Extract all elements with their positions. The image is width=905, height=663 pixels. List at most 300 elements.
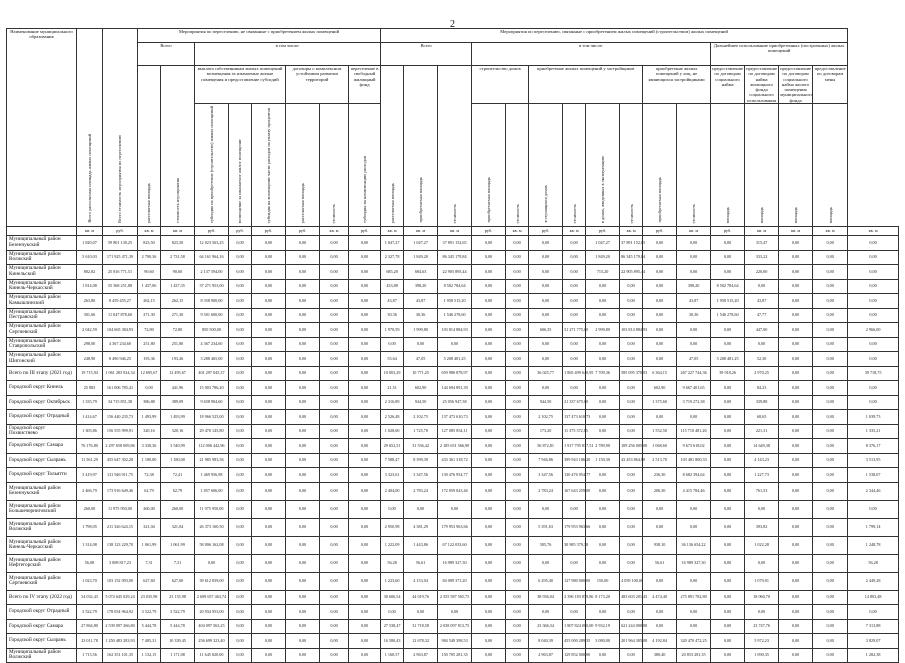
value-cell: 0,00 [506,482,529,500]
value-cell: 0,00 [349,482,381,500]
value-cell: 5 208 481,25 [438,352,472,367]
value-cell: 0,00 [252,648,286,663]
value-cell: 389,09 [161,395,195,410]
table-row [7,536,899,554]
value-cell: 0,00 [472,518,506,536]
value-cell: 0,00 [252,279,286,294]
value-cell: 9 932,19 [586,619,620,634]
value-cell: 1 820,07 [77,236,103,251]
value-cell: 1 849,20 [586,250,620,265]
value-cell: 0,00 [472,381,506,396]
value-cell: 0,00 [320,648,349,663]
value-cell: 0,00 [252,605,286,620]
value-cell: 30,36 [404,308,438,323]
municipality-name: Муниципальный район Волжский [7,648,77,663]
rot-oth-area: приобретаемая площадь [643,103,677,226]
value-cell: 0,00 [620,605,643,620]
value-cell: 0,00 [813,410,848,425]
value-cell: 0,00 [229,439,252,454]
value-cell: 86 345 179,84 [620,250,643,265]
value-cell: 56,08 [77,554,103,572]
table-row [7,279,899,294]
value-cell: 455 000 289,35 [563,634,586,649]
value-cell: 0,00 [472,250,506,265]
value-cell: 193,36 [138,352,161,367]
value-cell: 36 025,77 [529,366,563,381]
value-cell: 0,00 [349,500,381,518]
table-row [7,648,899,663]
value-cell: 0,00 [286,439,320,454]
value-cell: 68,65 [745,410,779,425]
value-cell: 0,00 [229,294,252,309]
value-cell: 0,00 [252,634,286,649]
value-cell: 144 694 891,39 [438,381,472,396]
value-cell: 7,31 [161,554,195,572]
value-cell: 0,00 [506,279,529,294]
value-cell: 2 539 097 266,80 [103,619,138,634]
value-cell: 0,00 [586,279,620,294]
value-cell: 0,00 [320,554,349,572]
value-cell: 0,00 [848,294,899,309]
value-cell: 59 801 130,25 [103,236,138,251]
value-cell: 0,00 [506,250,529,265]
value-cell: 0,00 [349,634,381,649]
value-cell: 0,00 [506,381,529,396]
value-cell: 3 719 272,38 [677,395,711,410]
value-cell: 0,00 [779,619,813,634]
rot-sub-6: субсидия на компенсацию расходов [349,103,381,226]
value-cell: 7 405,31 [138,634,161,649]
value-cell: 0,00 [677,323,711,338]
value-cell: 0,00 [472,572,506,590]
value-cell: 0,00 [472,648,506,663]
header-provided-maneuver: предоставление по договорам найма жилищного фонда социального использования [746,66,778,103]
value-cell: 0,00 [813,536,848,554]
units-cell: руб. [349,227,381,236]
value-cell: 172 059 043,46 [438,482,472,500]
value-cell: 0,00 [620,337,643,352]
value-cell: 0,00 [586,410,620,425]
value-cell: 0,00 [252,518,286,536]
value-cell: 10 339,45 [161,634,195,649]
value-cell: 0,00 [286,395,320,410]
value-cell: 0,00 [620,648,643,663]
value-cell: 0,00 [813,648,848,663]
value-cell: 1 061,99 [138,536,161,554]
value-cell: 441,96 [161,381,195,396]
value-cell: 0,00 [320,294,349,309]
value-cell: 0,00 [404,605,438,620]
value-cell: 56 872,81 [529,439,563,454]
value-cell: 0,00 [677,236,711,251]
value-cell: 0,00 [472,554,506,572]
value-cell: 0,00 [320,395,349,410]
value-cell: 0,00 [813,482,848,500]
value-cell: 339,88 [745,395,779,410]
value-cell: 0,00 [252,381,286,396]
value-cell: 1 022,28 [745,536,779,554]
value-cell: 0,00 [349,381,381,396]
table-row [7,381,899,396]
value-cell: 29 652,51 [381,439,404,454]
value-cell: 1 437,35 [161,279,195,294]
resettlement-table [6,28,899,663]
value-cell: 173,20 [529,424,563,439]
value-cell: 260,00 [138,500,161,518]
value-cell: 37 891 152,65 [438,236,472,251]
value-cell: 0,00 [320,410,349,425]
value-cell: 1 538,07 [848,468,899,483]
value-cell: 320 470 472,25 [677,634,711,649]
value-cell: 267 227 744,36 [677,366,711,381]
value-cell: 54 032,43 [77,590,103,605]
value-cell: 0,00 [848,605,899,620]
value-cell: 0,00 [472,352,506,367]
value-cell: 0,00 [229,482,252,500]
rot-sub-5: стоимость [320,103,349,226]
value-cell: 621 244 000,00 [620,619,643,634]
value-cell: 0,00 [779,337,813,352]
value-cell: 2 344,46 [848,482,899,500]
value-cell: 150,00 [586,572,620,590]
value-cell: 0,00 [229,366,252,381]
value-cell: 1 180,00 [161,453,195,468]
value-cell: 2 297 658 009,86 [103,439,138,454]
value-cell: 39 918,26 [711,366,745,381]
value-cell: 0,00 [813,590,848,605]
units-cell: руб. [286,227,320,236]
value-cell: 8 173,20 [586,590,620,605]
value-cell: 2 789,90 [586,439,620,454]
value-cell: 206,30 [643,482,677,500]
value-cell: 0,00 [286,634,320,649]
value-cell: 1 061 283 924,34 [103,366,138,381]
value-cell: 0,00 [252,572,286,590]
value-cell: 5 208 481,25 [711,352,745,367]
table-row [7,236,899,251]
header-construction: строительство домов [472,66,529,104]
value-cell: 0,00 [813,236,848,251]
value-cell: 0,00 [711,648,745,663]
value-cell: 0,00 [848,308,899,323]
value-cell: 130 476 954,77 [438,468,472,483]
value-cell: 0,00 [252,236,286,251]
value-cell: 333,22 [745,250,779,265]
value-cell: 0,00 [472,294,506,309]
value-cell: 31 536,42 [404,439,438,454]
value-cell: 0,00 [506,619,529,634]
value-cell: 602,90 [643,381,677,396]
value-cell: 104 665 384,93 [103,323,138,338]
value-cell: 0,00 [252,294,286,309]
value-cell: 1 335,79 [77,395,103,410]
value-cell: 0,00 [286,453,320,468]
value-cell: 715,20 [586,265,620,280]
municipality-name: Муниципальный район Волжский [7,250,77,265]
value-cell: 0,00 [677,518,711,536]
value-cell: 0,00 [252,366,286,381]
value-cell: 0,00 [779,634,813,649]
value-cell: 1 248,78 [848,536,899,554]
value-cell: 0,00 [349,518,381,536]
value-cell: 7 709,36 [586,366,620,381]
table-row [7,352,899,367]
value-cell: 398,20 [677,279,711,294]
table-row [7,424,899,439]
value-cell: 0,00 [286,424,320,439]
value-cell: 16 989 327,30 [677,554,711,572]
value-cell: 0,00 [779,236,813,251]
value-cell: 3 347,56 [404,468,438,483]
value-cell: 12 495,67 [161,366,195,381]
value-cell: 0,00 [349,554,381,572]
units-cell: руб. [252,227,286,236]
value-cell: 659 986 878,97 [438,366,472,381]
value-cell: 0,00 [506,468,529,483]
value-cell: 0,00 [229,453,252,468]
municipality-name: Муниципальный район Кинель-Черкасский [7,536,77,554]
value-cell: 211 326 624,15 [103,518,138,536]
value-cell: 137 473 610,73 [438,410,472,425]
value-cell: 103 814 884,93 [620,323,643,338]
value-cell: 0,00 [711,381,745,396]
value-cell: 0,00 [472,619,506,634]
value-cell: 16 580,43 [381,634,404,649]
units-cell: кв. м [320,227,349,236]
value-cell: 0,00 [252,453,286,468]
value-cell: 0,00 [779,554,813,572]
value-cell: 39 718,75 [848,366,899,381]
value-cell: 3 513,95 [848,453,899,468]
value-cell: 0,00 [620,424,643,439]
value-cell: 0,00 [779,590,813,605]
value-cell: 0,00 [711,482,745,500]
value-cell: 0,00 [506,323,529,338]
value-cell: 1 068,60 [643,439,677,454]
header-relocation-fund: переселение в свободный жилищный фонд [349,66,381,104]
municipality-name: Всего по IV этапу (2022 год) [7,590,77,605]
value-cell: 0,00 [563,236,586,251]
value-cell: 0,00 [381,605,404,620]
value-cell: 0,00 [320,236,349,251]
value-cell: 21,51 [381,381,404,396]
value-cell: 0,00 [529,337,563,352]
value-cell: 103 481 800,33 [677,453,711,468]
value-cell: 0,00 [349,279,381,294]
header-total-area: Всего расселяемая площадь жилых помещений [77,29,103,227]
value-cell: 1 047,27 [381,236,404,251]
value-cell: 4 367 234,60 [195,337,229,352]
value-cell: 236,30 [643,468,677,483]
value-cell: 0,00 [506,439,529,454]
value-cell: 0,00 [252,424,286,439]
value-cell: 0,00 [252,395,286,410]
value-cell: 8 040,39 [529,634,563,649]
value-cell: 0,00 [286,468,320,483]
value-cell: 1 335,21 [848,424,899,439]
units-cell: руб. [586,227,620,236]
value-cell: 0,00 [320,536,349,554]
value-cell: 399 943 186,20 [563,453,586,468]
value-cell: 0,00 [349,294,381,309]
rot-area-2: расселяемая площадь [381,66,404,227]
value-cell: 0,00 [320,500,349,518]
value-cell: 0,00 [677,250,711,265]
value-cell: 4 143,23 [745,453,779,468]
value-cell: 31 718,58 [404,619,438,634]
value-cell: 938,10 [643,536,677,554]
value-cell: 0,00 [779,468,813,483]
value-cell: 31 271 775,00 [563,323,586,338]
value-cell: 0,00 [643,265,677,280]
value-cell: 433,88 [381,279,404,294]
value-cell: 29 470 145,80 [195,424,229,439]
value-cell: 0,00 [320,337,349,352]
table-row [7,366,899,381]
value-cell: 156 440 235,73 [103,410,138,425]
value-cell: 0,00 [848,352,899,367]
value-cell: 320,16 [138,424,161,439]
value-cell: 0,00 [506,590,529,605]
value-cell: 0,00 [813,554,848,572]
value-cell: 0,00 [252,265,286,280]
value-cell: 7 588,47 [381,453,404,468]
value-cell: 0,00 [711,323,745,338]
municipality-name: Городской округ Октябрьск [7,395,77,410]
value-cell: 0,00 [779,279,813,294]
value-cell: 0,00 [286,605,320,620]
municipality-name: Городской округ Самара [7,619,77,634]
value-cell: 0,00 [472,634,506,649]
value-cell: 0,00 [529,381,563,396]
value-cell: 251,80 [161,337,195,352]
value-cell: 0,00 [813,500,848,518]
value-cell: 47,05 [677,352,711,367]
value-cell: 3 330,36 [138,439,161,454]
value-cell: 1 414,67 [77,410,103,425]
units-cell: руб. [529,227,563,236]
value-cell: 179 953 963,66 [563,518,586,536]
value-cell: 0,00 [711,337,745,352]
value-cell: 0,00 [779,366,813,381]
value-cell: 0,00 [620,381,643,396]
units-cell-blank [7,227,77,236]
value-cell: 0,00 [320,468,349,483]
value-cell: 0,00 [472,410,506,425]
value-cell: 1 250 483 283,93 [103,634,138,649]
value-cell: 0,00 [229,468,252,483]
value-cell: 401 297 045,37 [195,366,229,381]
value-cell: 0,00 [349,605,381,620]
value-cell: 43,87 [381,294,404,309]
value-cell: 12 695,67 [138,366,161,381]
value-cell: 0,00 [286,536,320,554]
value-cell: 0,00 [472,395,506,410]
value-cell: 1 132,15 [138,648,161,663]
value-cell: 0,00 [813,439,848,454]
header-provided-market: предоставление по договорам социального найма жилого помещения муниципального фонда [780,66,813,103]
table-row [7,554,899,572]
value-cell: 1 180,00 [138,453,161,468]
value-cell: 0,00 [586,308,620,323]
header-contracts-dev: договоры о комплексном устойчивом развитии территорий [286,66,349,104]
rot-sub-3: субсидия на возмещение части расходов на уплату процентов [252,103,286,226]
value-cell: 0,00 [472,536,506,554]
value-cell: 321,04 [161,518,195,536]
value-cell: 1 437,06 [138,279,161,294]
value-cell: 0,00 [320,572,349,590]
value-cell: 0,00 [745,605,779,620]
value-cell: 9 673 618,02 [677,439,711,454]
value-cell: 0,00 [643,308,677,323]
value-cell: 984 549 398,53 [438,634,472,649]
value-cell: 0,00 [813,605,848,620]
value-cell: 0,00 [320,439,349,454]
value-cell: 0,00 [349,337,381,352]
value-cell: 2 700,36 [138,250,161,265]
value-cell: 0,00 [252,250,286,265]
value-cell: 179 953 963,66 [438,518,472,536]
municipality-name: Муниципальный район Волжский [7,518,77,536]
value-cell: 0,00 [813,323,848,338]
value-cell: 56,61 [404,554,438,572]
value-cell: 1 223,60 [381,572,404,590]
value-cell: 0,00 [506,337,529,352]
units-cell: кв. м [77,227,103,236]
value-cell: 0,00 [813,294,848,309]
value-cell: 2 038 097 813,75 [438,619,472,634]
value-cell: 0,00 [472,468,506,483]
municipality-name: Городской округ Сызрань [7,453,77,468]
value-cell: 1 493,99 [138,410,161,425]
municipality-name: Городской округ Отрадный [7,410,77,425]
value-cell: 0,00 [229,500,252,518]
value-cell: 0,00 [711,468,745,483]
value-cell: 0,00 [252,468,286,483]
value-cell: 2 396 183 879,86 [563,590,586,605]
table-row [7,250,899,265]
units-cell: руб. [472,227,506,236]
value-cell: 0,00 [643,605,677,620]
value-cell: 0,00 [229,410,252,425]
table-row [7,572,899,590]
value-cell: 0,00 [506,366,529,381]
value-cell: 161 006 785,41 [103,381,138,396]
value-cell: 0,00 [349,323,381,338]
value-cell: 0,00 [252,308,286,323]
value-cell: 1 546 278,60 [438,308,472,323]
value-cell: 0,00 [711,554,745,572]
table-row [7,337,899,352]
table-row [7,482,899,500]
value-cell: 4 415 784,46 [677,482,711,500]
value-cell: 606,35 [529,323,563,338]
value-cell: 0,00 [286,518,320,536]
value-cell: 0,00 [813,453,848,468]
value-cell: 0,00 [229,250,252,265]
value-cell: 11 975 950,00 [195,500,229,518]
value-cell: 30 985 379,38 [563,536,586,554]
value-cell: 0,00 [381,500,404,518]
rot-use-3: площадь [779,103,813,226]
value-cell: 0,00 [229,265,252,280]
value-cell: 0,00 [438,605,472,620]
value-cell: 2 327,78 [381,250,404,265]
value-cell: 0,00 [586,648,620,663]
municipality-name: Муниципальный район Безенчукский [7,482,77,500]
value-cell: 0,00 [229,352,252,367]
units-cell: кв. м [813,227,848,236]
